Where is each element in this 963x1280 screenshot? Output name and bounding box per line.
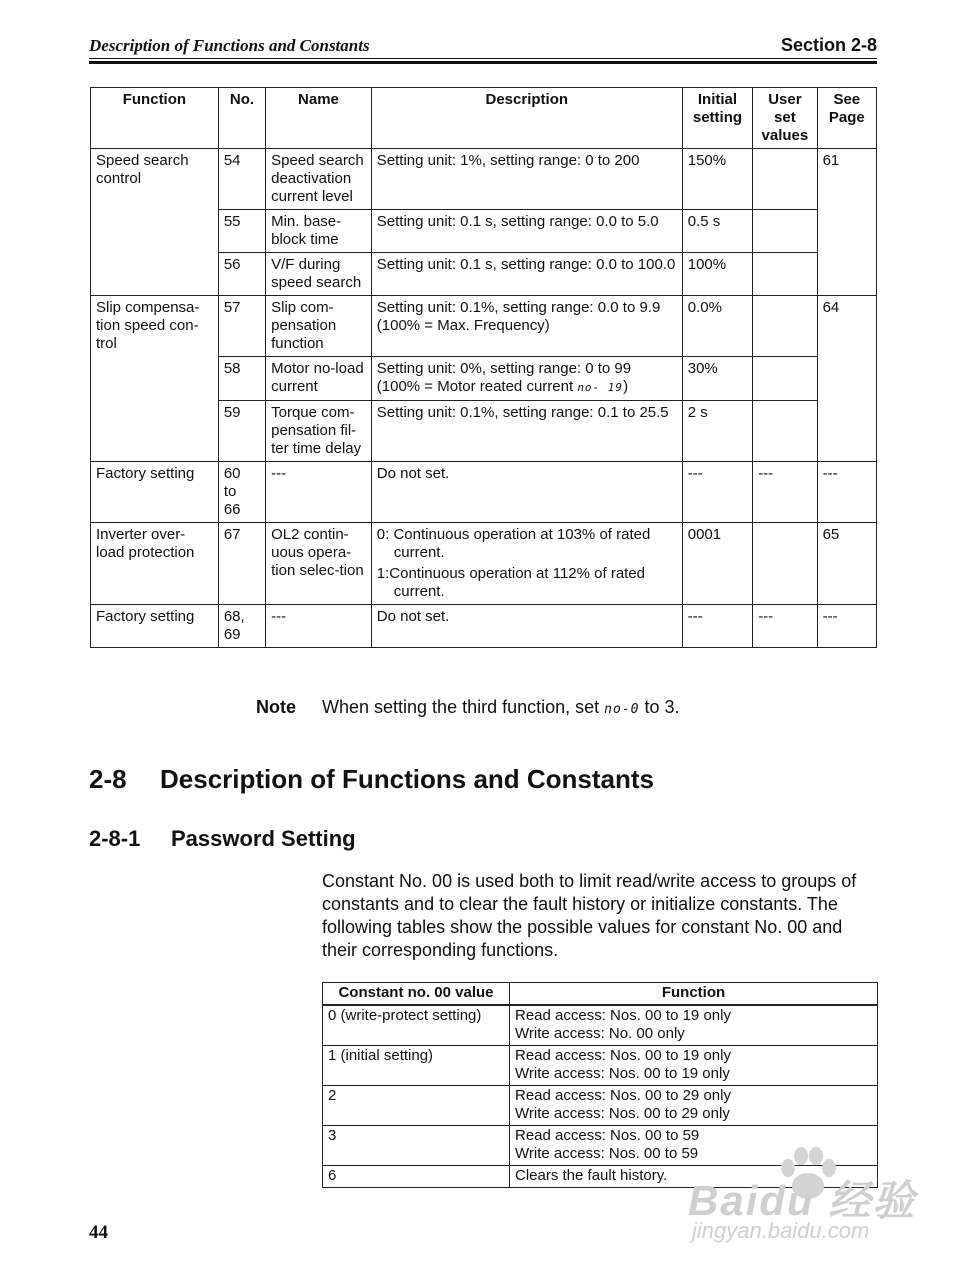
cell-user xyxy=(753,149,817,210)
cell-page: 61 xyxy=(817,149,876,210)
table-row xyxy=(91,253,877,296)
access-line: Write access: Nos. 00 to 59 xyxy=(515,1145,699,1162)
header-rule-thick xyxy=(89,61,877,64)
section-number: 2-8 xyxy=(89,764,127,794)
cell-description: Setting unit: 0.1%, setting range: 0.1 to 25.5 xyxy=(371,401,682,462)
note-label: Note xyxy=(256,697,296,717)
cell-no: 55 xyxy=(218,210,265,253)
access-line: Write access: No. 00 only xyxy=(515,1025,685,1042)
table-row xyxy=(91,149,877,210)
table-row xyxy=(91,401,877,462)
cell-description: Setting unit: 1%, setting range: 0 to 200 xyxy=(371,149,682,210)
cell-description xyxy=(371,296,682,357)
col-header-function: Function xyxy=(510,983,878,1006)
cell-function: Inverter over-load protection xyxy=(91,523,219,605)
description-line: Setting unit: 0%, setting range: 0 to 99 xyxy=(376,360,632,377)
option-1: 1:Continuous operation at 112% of rated current. xyxy=(376,565,646,600)
cell-user xyxy=(753,253,817,296)
table-row xyxy=(91,210,877,253)
cell-name: Min. base-block time xyxy=(266,210,372,253)
cell-page: --- xyxy=(817,605,876,648)
cell-initial: 100% xyxy=(682,253,752,296)
cell-initial: 150% xyxy=(682,149,752,210)
cell-value: 3 xyxy=(323,1126,510,1166)
table-row xyxy=(91,462,877,523)
cell-value: 2 xyxy=(323,1086,510,1126)
access-line: Read access: Nos. 00 to 29 only xyxy=(515,1087,731,1104)
cell-no: 54 xyxy=(218,149,265,210)
cell-page-empty xyxy=(817,253,876,296)
cell-page-empty xyxy=(817,401,876,462)
col-header-function: Function xyxy=(91,88,219,149)
table-header-row xyxy=(323,983,878,1006)
access-line: Write access: Nos. 00 to 29 only xyxy=(515,1105,730,1122)
cell-description: Do not set. xyxy=(371,462,682,523)
cell-user: --- xyxy=(753,462,817,523)
description-close: ) xyxy=(623,378,629,395)
table-row xyxy=(91,357,877,401)
cell-function xyxy=(510,1046,878,1086)
cell-function-empty xyxy=(91,210,219,253)
cell-no: 67 xyxy=(218,523,265,605)
cell-function-empty xyxy=(91,401,219,462)
cell-initial: 0.0% xyxy=(682,296,752,357)
cell-user xyxy=(753,210,817,253)
cell-function-empty xyxy=(91,253,219,296)
cell-page: 65 xyxy=(817,523,876,605)
watermark-url: jingyan.baidu.com xyxy=(692,1218,870,1243)
cell-value: 6 xyxy=(323,1166,510,1188)
cell-name: Torque com-pensation fil-ter time delay xyxy=(266,401,372,462)
constants-table xyxy=(90,87,877,648)
access-line: Read access: Nos. 00 to 19 only xyxy=(515,1007,731,1024)
cell-function xyxy=(510,1005,878,1046)
header-rule-thin xyxy=(89,58,877,59)
cell-name: Speed search deactivation current level xyxy=(266,149,372,210)
note-text-after: to 3. xyxy=(644,697,680,717)
col-header-no: No. xyxy=(218,88,265,149)
subsection-title: Password Setting xyxy=(171,826,356,851)
cell-value: 0 (write-protect setting) xyxy=(323,1005,510,1046)
page-number: 44 xyxy=(89,1222,108,1243)
header-section: Section 2-8 xyxy=(780,35,877,55)
cell-initial: 0001 xyxy=(682,523,752,605)
cell-no: 59 xyxy=(218,401,265,462)
baidu-watermark xyxy=(688,1140,918,1245)
header-title: Description of Functions and Constants xyxy=(89,36,370,55)
description-line: (100% = Max. Frequency) xyxy=(376,317,550,334)
cell-page: 64 xyxy=(817,296,876,357)
subsection-heading xyxy=(89,826,356,852)
cell-name: --- xyxy=(266,605,372,648)
cell-no: 57 xyxy=(218,296,265,357)
body-paragraph: Constant No. 00 is used both to limit read/write access to groups of constants and to clear the fault history or initialize constants. The following tables show the possible values for constant No. 00 and their corresponding functions. xyxy=(322,871,857,960)
cell-function: Factory setting xyxy=(91,605,219,648)
cell-function: Factory setting xyxy=(91,462,219,523)
cell-description: Do not set. xyxy=(371,605,682,648)
cell-name: Motor no-load current xyxy=(266,357,372,401)
cell-user xyxy=(753,401,817,462)
access-line: Read access: Nos. 00 to 19 only xyxy=(515,1047,731,1064)
cell-user xyxy=(753,523,817,605)
cell-initial: --- xyxy=(682,462,752,523)
section-heading xyxy=(89,764,654,795)
cell-initial: --- xyxy=(682,605,752,648)
cell-name: OL2 contin-uous opera-tion selec-tion xyxy=(266,523,372,605)
cell-description xyxy=(371,357,682,401)
access-line: Write access: Nos. 00 to 19 only xyxy=(515,1065,730,1082)
col-header-initial: Initial setting xyxy=(682,88,752,149)
cell-no: 68, 69 xyxy=(218,605,265,648)
description-line: Setting unit: 0.1%, setting range: 0.0 to 9.9 xyxy=(376,299,661,316)
cell-initial: 2 s xyxy=(682,401,752,462)
cell-description xyxy=(371,523,682,605)
section-title: Description of Functions and Constants xyxy=(160,764,655,794)
col-header-value: Constant no. 00 value xyxy=(323,983,510,1006)
cell-no: 58 xyxy=(218,357,265,401)
cell-page: --- xyxy=(817,462,876,523)
option-0: 0: Continuous operation at 103% of rated current. xyxy=(376,526,651,561)
access-line: Read access: Nos. 00 to 59 xyxy=(515,1127,700,1144)
cell-user xyxy=(753,357,817,401)
description-line xyxy=(377,378,677,397)
cell-function: Clears the fault history. xyxy=(510,1166,878,1188)
cell-page-empty xyxy=(817,210,876,253)
cell-value: 1 (initial setting) xyxy=(323,1046,510,1086)
table-row xyxy=(323,1086,878,1126)
table-row xyxy=(323,1046,878,1086)
cell-page-empty xyxy=(817,357,876,401)
page-header xyxy=(89,36,877,58)
table-header-row xyxy=(91,88,877,149)
note xyxy=(256,697,680,718)
table-row xyxy=(91,605,877,648)
cell-initial: 30% xyxy=(682,357,752,401)
segment-display-code: no- 19 xyxy=(577,381,624,394)
cell-function xyxy=(510,1086,878,1126)
watermark-logo-text: Baidu 经验 xyxy=(688,1177,917,1224)
description-text: (100% = Motor reated current xyxy=(376,378,574,395)
cell-name: --- xyxy=(266,462,372,523)
cell-name: V/F during speed search xyxy=(266,253,372,296)
cell-description: Setting unit: 0.1 s, setting range: 0.0 to 100.0 xyxy=(371,253,682,296)
table-row xyxy=(323,1005,878,1046)
note-segment-code: no-0 xyxy=(604,702,640,717)
cell-user xyxy=(753,296,817,357)
cell-user: --- xyxy=(753,605,817,648)
cell-function-empty xyxy=(91,357,219,401)
cell-no: 56 xyxy=(218,253,265,296)
col-header-description: Description xyxy=(371,88,682,149)
subsection-number: 2-8-1 xyxy=(89,826,141,851)
col-header-user: User set values xyxy=(753,88,817,149)
cell-no: 60 to 66 xyxy=(218,462,265,523)
col-header-page: See Page xyxy=(817,88,876,149)
table-row xyxy=(91,296,877,357)
cell-description: Setting unit: 0.1 s, setting range: 0.0 to 5.0 xyxy=(371,210,682,253)
cell-function: Speed search control xyxy=(91,149,219,210)
cell-name: Slip com-pensation function xyxy=(266,296,372,357)
col-header-name: Name xyxy=(266,88,372,149)
table-row xyxy=(91,523,877,605)
cell-function: Slip compensa-tion speed con-trol xyxy=(91,296,219,357)
cell-initial: 0.5 s xyxy=(682,210,752,253)
note-text: When setting the third function, set xyxy=(322,697,600,717)
